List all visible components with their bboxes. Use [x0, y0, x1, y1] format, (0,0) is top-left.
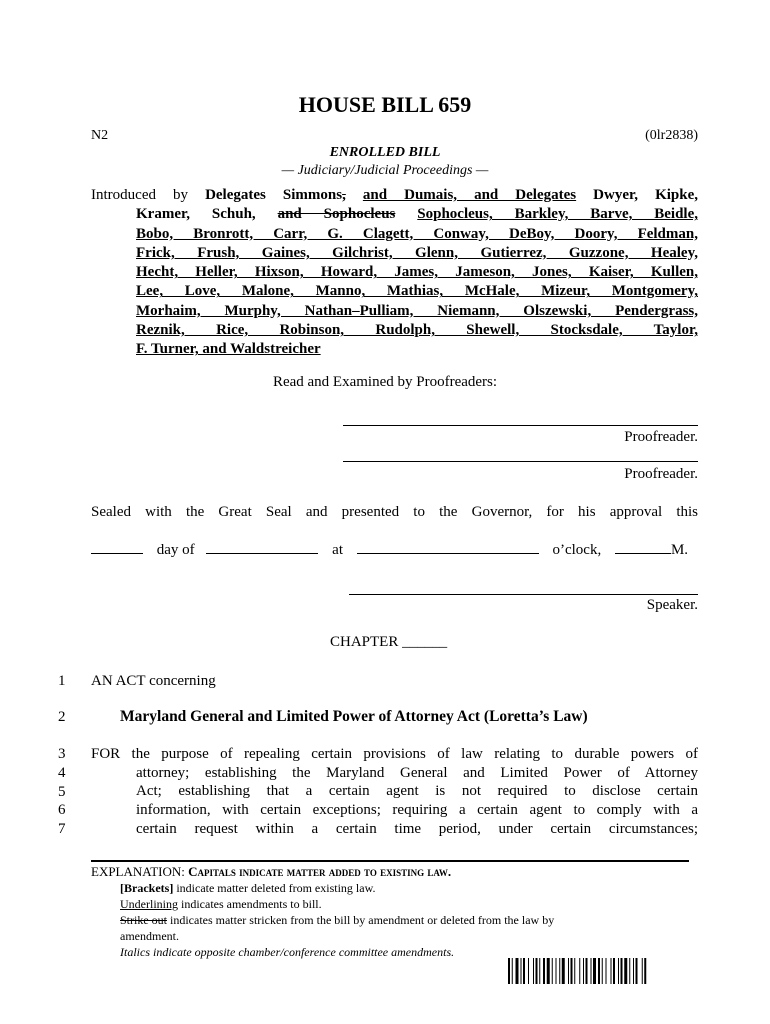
barcode-bar — [568, 958, 569, 984]
barcode-bar — [543, 958, 545, 984]
struck-text: and Sophocleus — [277, 206, 396, 223]
month-blank — [206, 541, 318, 554]
line-number: 7 — [58, 821, 66, 837]
sponsor-line: Morhaim, Murphy, Nathan–Pulliam, Niemann, Olszewski, Pendergrass, — [136, 302, 698, 319]
barcode-bar — [539, 958, 540, 984]
sponsor-names: Dwyer, Kipke, — [593, 187, 698, 203]
proofreader-signature-line — [343, 461, 698, 462]
day-blank — [91, 541, 143, 554]
enrolled-status: ENROLLED BILL — [329, 145, 441, 160]
barcode-bar — [611, 958, 612, 984]
purpose-line: FOR the purpose of repealing certain provisions of law relating to durable powers of — [91, 746, 698, 762]
barcode-bar — [536, 958, 538, 984]
sponsor-line: Reznik, Rice, Robinson, Rudolph, Shewell, Stocksdale, Taylor, — [136, 322, 698, 339]
approval-date-row — [91, 541, 698, 559]
time-blank — [357, 541, 539, 554]
barcode-bar — [624, 958, 627, 984]
capitals-note: Capitals indicate matter added to existing law. — [188, 864, 452, 879]
proofreader-label: Proofreader. — [624, 466, 698, 482]
day-of-label: day of — [156, 542, 195, 558]
meridiem-label: M. — [670, 542, 689, 558]
barcode-bar — [606, 958, 607, 984]
added-text: F. Turner, and Waldstreicher — [136, 341, 321, 358]
brackets-note: indicate matter deleted from existing law. — [176, 881, 376, 895]
sponsor-line: Hecht, Heller, Hixson, Howard, James, Jameson, Jones, Kaiser, Kullen, — [136, 264, 698, 281]
barcode-image — [508, 958, 690, 984]
explanation-brackets — [91, 880, 554, 896]
intro-label: Introduced by — [91, 187, 189, 203]
sponsor-line — [91, 340, 698, 359]
barcode-bar — [602, 958, 603, 984]
sponsor-names: Kramer, Schuh, — [136, 206, 256, 223]
barcode-bar — [547, 958, 550, 984]
barcode-bar — [523, 958, 525, 984]
sponsor-line — [91, 205, 698, 224]
purpose-paragraph — [91, 745, 698, 839]
purpose-line: attorney; establishing the Maryland General and Limited Power of Attorney — [136, 764, 698, 781]
purpose-line: certain request within a certain time period, under certain circumstances; — [136, 820, 698, 837]
barcode-bar — [528, 958, 529, 984]
strike-note: indicates matter stricken from the bill by amendment or deleted from the law by — [170, 913, 555, 927]
barcode-bar — [579, 958, 580, 984]
barcode-bar — [571, 958, 573, 984]
barcode-bar — [508, 958, 510, 984]
barcode-bar — [591, 958, 592, 984]
purpose-line: Act; establishing that a certain agent is not required to disclose certain — [136, 783, 698, 800]
primary-sponsor: Delegates Simmons — [205, 187, 343, 203]
sealed-statement: Sealed with the Great Seal and presented to the Governor, for his approval this — [91, 504, 698, 520]
sponsors-block — [91, 186, 698, 360]
line-number: 3 — [58, 746, 66, 762]
line-number: 5 — [58, 784, 66, 800]
added-text: Sophocleus, Barkley, Barve, Beidle, — [417, 206, 698, 223]
barcode-bar — [613, 958, 615, 984]
barcode-bar — [593, 958, 596, 984]
explanation-italics: Italics indicate opposite chamber/conference committee amendments. — [120, 945, 455, 959]
barcode-bar — [629, 958, 630, 984]
drafting-code: (0lr2838) — [645, 128, 698, 143]
explanation-block — [91, 864, 554, 960]
explanation-capitals — [91, 864, 554, 880]
barcode-bar — [516, 958, 519, 984]
barcode-bar — [512, 958, 513, 984]
act-title: Maryland General and Limited Power of Attorney Act (Loretta’s Law) — [120, 708, 588, 725]
added-text: and Dumais, and Delegates — [362, 187, 577, 203]
line-number: 6 — [58, 802, 66, 818]
sponsor-line — [91, 186, 698, 205]
barcode-bar — [583, 958, 584, 984]
speaker-label: Speaker. — [646, 597, 698, 613]
barcode-bar — [559, 958, 560, 984]
explanation-strike-cont: amendment. — [120, 929, 179, 943]
proofreader-signature-line — [343, 425, 698, 426]
line-number: 4 — [58, 765, 66, 781]
act-concerning: AN ACT concerning — [91, 673, 216, 689]
speaker-signature-line — [349, 594, 698, 595]
chapter-number: CHAPTER ______ — [330, 634, 448, 650]
barcode-bar — [621, 958, 623, 984]
at-label: at — [332, 542, 343, 558]
barcode-bar — [562, 958, 565, 984]
brackets-mark: [Brackets] — [120, 881, 174, 895]
subject-code: N2 — [91, 128, 109, 143]
sponsor-line: Lee, Love, Malone, Manno, Mathias, McHale, Mizeur, Montgomery, — [136, 283, 698, 300]
barcode-bar — [642, 958, 643, 984]
sponsor-line: Frick, Frush, Gaines, Gilchrist, Glenn, Gutierrez, Guzzone, Healey, — [136, 244, 698, 261]
barcode-bar — [636, 958, 638, 984]
purpose-line: information, with certain exceptions; requiring a certain agent to comply with a — [136, 802, 698, 819]
footer-rule — [91, 860, 689, 862]
barcode-bar — [552, 958, 553, 984]
barcode-bar — [586, 958, 588, 984]
line-number: 1 — [58, 673, 66, 689]
barcode-bar — [618, 958, 619, 984]
struck-text: , — [342, 187, 346, 203]
line-number: 2 — [58, 709, 66, 725]
explanation-label: EXPLANATION: — [91, 864, 185, 879]
explanation-underlining — [91, 896, 554, 912]
proofreaders-heading: Read and Examined by Proofreaders: — [272, 374, 498, 390]
barcode-bar — [533, 958, 534, 984]
bill-title: HOUSE BILL 659 — [298, 92, 472, 117]
explanation-strike — [91, 912, 554, 928]
barcode-bar — [556, 958, 557, 984]
strike-mark: Strike out — [120, 913, 167, 927]
committee-name: — Judiciary/Judicial Proceedings — — [281, 163, 489, 178]
meridiem-blank — [615, 541, 671, 554]
barcode-bar — [521, 958, 522, 984]
underlining-mark: Underlining — [120, 897, 178, 911]
barcode-bar — [633, 958, 634, 984]
barcode-bar — [574, 958, 575, 984]
underlining-note: indicates amendments to bill. — [181, 897, 322, 911]
proofreader-label: Proofreader. — [624, 429, 698, 445]
barcode-bar — [644, 958, 646, 984]
barcode-bar — [598, 958, 600, 984]
sponsor-line: Bobo, Bronrott, Carr, G. Clagett, Conway, DeBoy, Doory, Feldman, — [136, 225, 698, 242]
oclock-label: o’clock, — [552, 542, 602, 558]
